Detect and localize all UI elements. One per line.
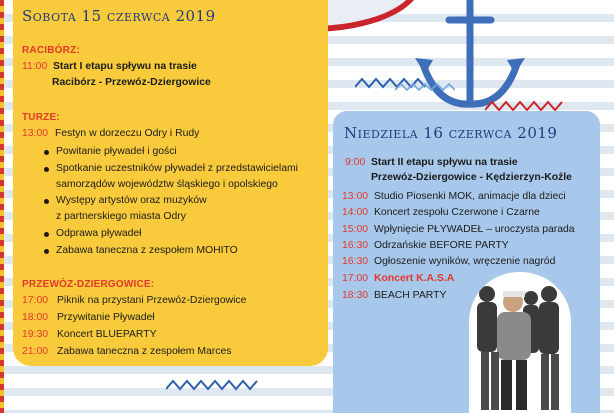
sunday-first-event-cont: Przewóz-Dziergowice - Kędzierzyn-Koźle [371, 172, 572, 183]
event-text: Start II etapu spływu na trasie [371, 157, 518, 168]
event-text: Festyn w dorzeczu Odry i Rudy [55, 128, 200, 139]
wave-decoration [395, 82, 455, 92]
event-text: Odrzańskie BEFORE PARTY [374, 240, 509, 251]
sunday-event [342, 241, 509, 251]
turze-bullet-cont: z partnerskiego miasta Odry [56, 211, 186, 222]
raciborz-heading: RACIBÓRZ: [22, 45, 80, 56]
bullet [44, 150, 49, 155]
bullet [44, 249, 49, 254]
saturday-date: Sobota 15 czerwca 2019 [22, 7, 216, 25]
turze-bullet: Występy artystów oraz muzyków [56, 195, 207, 206]
event-text: Przywitanie Pływadeł [57, 312, 155, 323]
przewoz-event [22, 330, 157, 340]
bullet [44, 232, 49, 237]
event-time: 14:00 [342, 207, 369, 218]
sunday-first-event [345, 158, 518, 168]
wave-decoration [166, 379, 260, 391]
event-time: 17:00 [22, 295, 49, 306]
raciborz-event-cont: Racibórz - Przewóz-Dziergowice [52, 77, 211, 88]
turze-heading: TURZE: [22, 112, 60, 123]
event-time: 17:00 [342, 273, 369, 284]
sunday-event [342, 274, 454, 284]
sunday-date: Niedziela 16 czerwca 2019 [344, 124, 558, 142]
event-time: 18:00 [22, 312, 49, 323]
band-illustration [469, 272, 571, 413]
sunday-event [342, 257, 555, 267]
event-time: 16:30 [342, 256, 369, 267]
event-time: 11:00 [22, 61, 48, 72]
anchor-icon [415, 0, 525, 116]
event-time: 13:00 [22, 128, 49, 139]
event-text: Start I etapu spływu na trasie [53, 61, 197, 72]
przewoz-heading: PRZEWÓZ-DZIERGOWICE: [22, 279, 155, 290]
turze-event [22, 129, 199, 139]
event-text: Koncert BLUEPARTY [57, 329, 157, 340]
left-border [0, 0, 4, 413]
event-text: Koncert zespołu Czerwone i Czarne [374, 207, 540, 218]
sunday-event [342, 291, 446, 301]
event-text: Wpłynięcie PŁYWADEŁ – uroczysta parada [374, 224, 575, 235]
sunday-event [342, 225, 575, 235]
przewoz-event [22, 347, 231, 357]
turze-bullet: Powitanie pływadeł i gości [56, 146, 177, 157]
bullet [44, 167, 49, 172]
sunday-event [342, 192, 566, 202]
turze-bullet: Odprawa pływadeł [56, 228, 142, 239]
event-text: Koncert K.A.S.A [374, 273, 455, 284]
event-time: 19:30 [22, 329, 49, 340]
turze-bullet: Zabawa taneczna z zespołem MOHITO [56, 245, 238, 256]
przewoz-event [22, 313, 155, 323]
event-text: Studio Piosenki MOK, animacje dla dzieci [374, 191, 566, 202]
raciborz-event [22, 62, 197, 72]
event-text: Piknik na przystani Przewóz-Dziergowice [57, 295, 247, 306]
event-time: 18:30 [342, 290, 369, 301]
turze-bullet-cont: samorządów województw śląskiego i opolskiego [56, 179, 278, 190]
event-time: 21:00 [22, 346, 49, 357]
event-text: Ogłoszenie wyników, wręczenie nagród [374, 256, 556, 267]
turze-bullet: Spotkanie uczestników pływadeł z przedstawicielami [56, 163, 298, 174]
przewoz-event [22, 296, 246, 306]
band-photo [469, 272, 571, 413]
bullet [44, 199, 49, 204]
sunday-event [342, 208, 540, 218]
event-time: 13:00 [342, 191, 369, 202]
event-time: 15:00 [342, 224, 369, 235]
event-time: 16:30 [342, 240, 369, 251]
event-text: Zabawa taneczna z zespołem Marces [57, 346, 232, 357]
event-time: 9:00 [345, 157, 366, 168]
event-text: BEACH PARTY [374, 290, 447, 301]
